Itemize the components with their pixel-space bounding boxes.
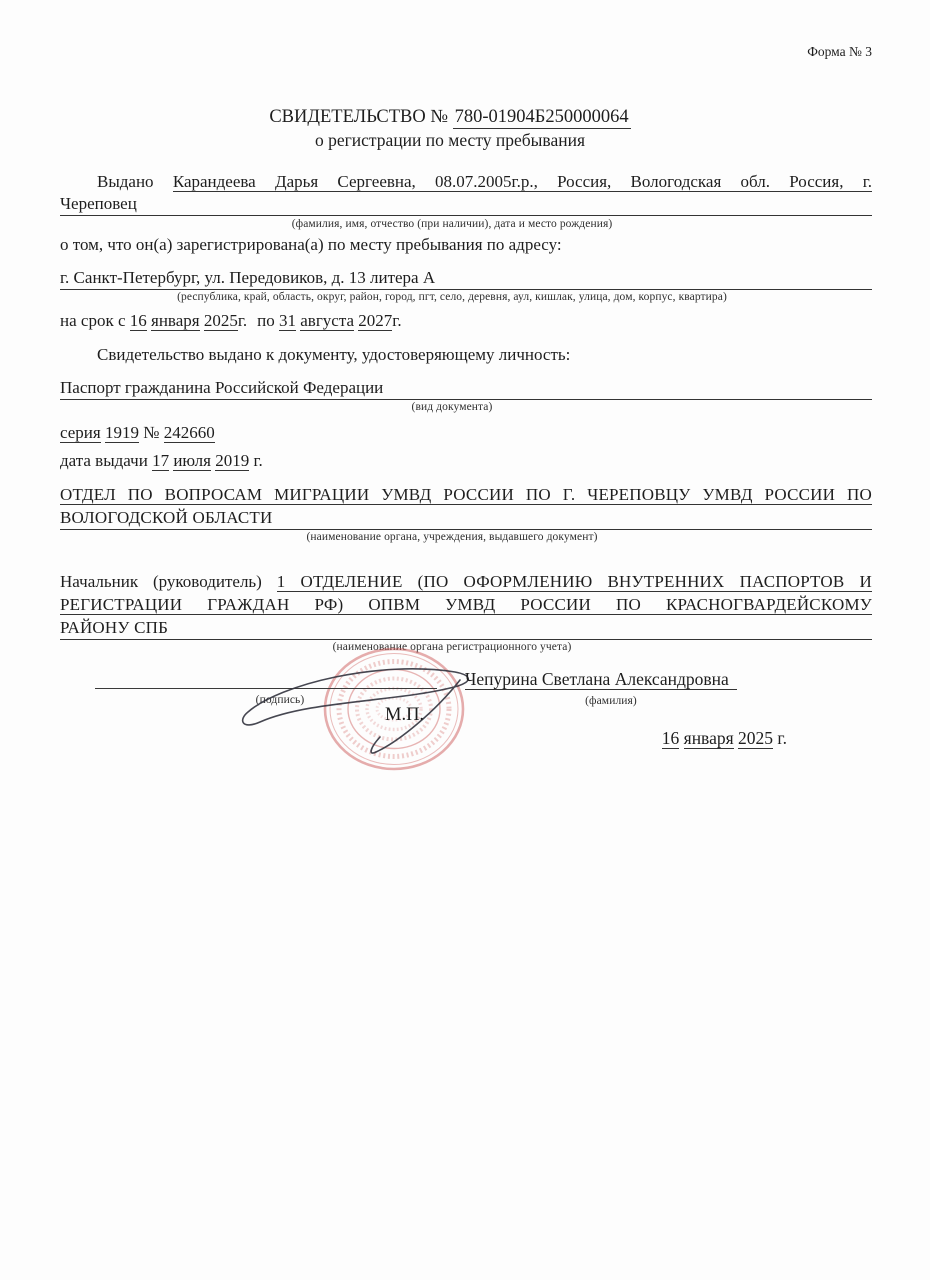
blank-line-filler bbox=[168, 616, 872, 640]
period-prefix: на срок с bbox=[60, 311, 126, 330]
address-line bbox=[60, 266, 872, 290]
blank-line-filler bbox=[383, 376, 872, 400]
issued-label: Выдано bbox=[97, 172, 154, 191]
bottom-date-month: января bbox=[683, 728, 734, 748]
blank-line-filler bbox=[137, 193, 872, 216]
period-to-prefix: по bbox=[257, 311, 275, 330]
issue-month: июля bbox=[173, 451, 211, 470]
person-details-continued: Череповец bbox=[60, 193, 137, 216]
signature-block bbox=[60, 655, 872, 865]
signature-caption: (подпись) bbox=[255, 694, 305, 706]
authority-caption: (наименование органа, учреждения, выдавшего документ) bbox=[306, 531, 598, 543]
registrar-org: 1 ОТДЕЛЕНИЕ (ПО ОФОРМЛЕНИЮ ВНУТРЕННИХ ПАСПОРТОВ И bbox=[276, 572, 872, 591]
form-number-label: Форма № 3 bbox=[807, 44, 872, 59]
period-to-year: 2027 bbox=[358, 311, 393, 330]
registrar-caption: (наименование органа регистрационного учета) bbox=[332, 641, 572, 653]
address-value: г. Санкт-Петербург, ул. Передовиков, д. 13 литера А bbox=[60, 266, 435, 290]
issue-day: 17 bbox=[152, 451, 170, 470]
authority-line-2 bbox=[60, 506, 872, 530]
registrar-line-2 bbox=[60, 593, 872, 616]
number-sign: № bbox=[143, 423, 160, 442]
certificate-title bbox=[44, 106, 856, 129]
certificate-title-prefix: СВИДЕТЕЛЬСТВО № bbox=[269, 107, 448, 127]
period-from-month: января bbox=[151, 311, 200, 330]
issuing-authority-continued: ВОЛОГОДСКОЙ ОБЛАСТИ bbox=[60, 506, 272, 530]
registrar-line-3 bbox=[60, 616, 872, 640]
address-caption: (республика, край, область, округ, район, город, пгт, село, деревня, аул, кишлак, улица, дом, корпус, квартира) bbox=[177, 291, 727, 303]
issued-line-2 bbox=[60, 193, 872, 216]
period-to-day: 31 bbox=[279, 311, 297, 330]
official-name-value: Чепурина Светлана Александровна bbox=[465, 669, 737, 690]
period-from-day: 16 bbox=[129, 311, 147, 330]
bottom-date-year: 2025 bbox=[738, 728, 774, 748]
issued-line-1 bbox=[60, 171, 872, 193]
doc-type-value: Паспорт гражданина Российской Федерации bbox=[60, 376, 383, 400]
period-from-year: 2025 bbox=[203, 311, 238, 330]
person-details: Карандеева Дарья Сергеевна, 08.07.2005г.р., Россия, Вологодская обл. Россия, г. bbox=[172, 172, 873, 191]
bottom-date-day: 16 bbox=[661, 728, 680, 748]
year-suffix: г. bbox=[392, 311, 402, 330]
period-to-month: августа bbox=[300, 311, 355, 330]
doc-type-line bbox=[60, 376, 872, 400]
number-value: 242660 bbox=[163, 423, 215, 442]
head-label: Начальник (руководитель) bbox=[60, 572, 262, 591]
issue-date-bottom bbox=[465, 727, 787, 749]
official-name-caption: (фамилия) bbox=[585, 695, 637, 707]
official-name-line bbox=[465, 668, 737, 690]
stamp-place-label: М.П. bbox=[385, 705, 425, 725]
certificate-number: 780-01904Б250000064 bbox=[454, 107, 629, 127]
person-caption: (фамилия, имя, отчество (при наличии), дата и место рождения) bbox=[291, 218, 613, 230]
period-line bbox=[60, 310, 872, 332]
registrar-org-continued: РЕГИСТРАЦИИ ГРАЖДАН РФ) ОПВМ УМВД РОССИИ ПО КРАСНОГВАРДЕЙСКОМУ bbox=[60, 595, 872, 614]
year-suffix: г. bbox=[253, 451, 263, 470]
certificate-subtitle: о регистрации по месту пребывания bbox=[314, 130, 585, 150]
issuing-authority: ОТДЕЛ ПО ВОПРОСАМ МИГРАЦИИ УМВД РОССИИ ПО Г. ЧЕРЕПОВЦУ УМВД РОССИИ ПО bbox=[60, 485, 872, 504]
series-line bbox=[60, 422, 872, 444]
issue-date-line bbox=[60, 450, 872, 472]
blank-line-filler bbox=[272, 506, 872, 530]
registrar-org-end: РАЙОНУ СПБ bbox=[60, 616, 168, 640]
issue-year: 2019 bbox=[215, 451, 250, 470]
doc-type-caption: (вид документа) bbox=[411, 401, 493, 413]
registration-statement: о том, что он(а) зарегистрирована(а) по месту пребывания по адресу: bbox=[60, 235, 562, 254]
authority-line-1 bbox=[60, 483, 872, 506]
issue-date-label: дата выдачи bbox=[60, 451, 148, 470]
year-suffix: г. bbox=[237, 311, 248, 330]
registrar-line-1 bbox=[60, 570, 872, 593]
identity-doc-intro: Свидетельство выдано к документу, удостоверяющему личность: bbox=[97, 345, 571, 364]
series-value: 1919 bbox=[104, 423, 139, 442]
year-suffix: г. bbox=[777, 728, 787, 748]
series-label: серия bbox=[60, 423, 101, 442]
blank-line-filler bbox=[435, 266, 872, 290]
